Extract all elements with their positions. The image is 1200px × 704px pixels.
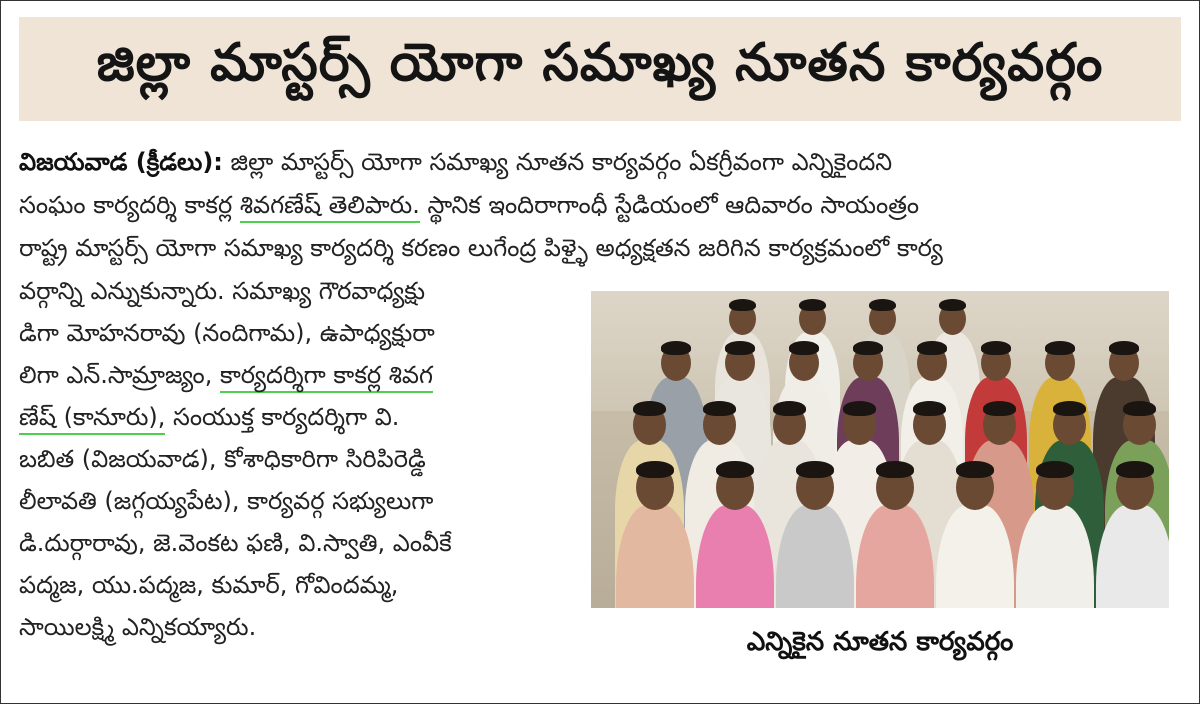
person-hair [869,299,896,311]
column-line: డి.దుర్గారావు, జె.వెంకట ఫణి, వి.స్వాతి, ఎంవీకే [19,529,452,557]
photo-person [931,461,1019,608]
headline-band [19,17,1181,121]
column-line [19,396,565,438]
person-hair [1045,341,1075,355]
column-line: లీలావతి (జగ్గయ్యపేట), కార్యవర్గ సభ్యులుగా [19,487,434,515]
person-hair [983,401,1016,416]
article-line-2 [19,184,1181,227]
person-body [1016,505,1094,609]
article-line-2-b: స్థానిక ఇందిరాగాంధీ స్టేడియంలో ఆదివారం సాయంత్రం [419,191,920,219]
person-hair [1123,401,1156,416]
person-hair [716,461,754,478]
photo-caption: ఎన్నికైన నూతన కార్యవర్గం [746,627,1014,657]
person-hair [876,461,914,478]
column-line [19,354,565,396]
article-intro [19,141,1181,270]
column-line-3-a: లిగా ఎన్.సామ్రాజ్యం, [19,361,213,389]
headline: జిల్లా మాస్టర్స్ యోగా సమాఖ్య నూతన కార్యవర్గం [96,32,1104,93]
person-hair [843,401,876,416]
article-line-1 [19,141,1181,184]
article-line-1-text: జిల్లా మాస్టర్స్ యోగా సమాఖ్య నూతన కార్యవర్గం ఏకగ్రీవంగా ఎన్నికైందని [222,148,893,176]
person-hair [789,341,819,355]
article-column [19,270,565,648]
dateline: విజయవాడ (క్రీడలు): [19,148,223,176]
group-photo [591,291,1169,608]
person-hair [773,401,806,416]
column-line: డిగా మోహనరావు (నందిగామ), ఉపాధ్యక్షురా [19,319,435,347]
column-line: సాయిలక్ష్మి ఎన్నికయ్యారు. [19,613,257,641]
person-hair [853,341,883,355]
column-line-4-rest: సంయుక్త కార్యదర్శిగా వి. [165,403,400,431]
article-line-3: రాష్ట్ర మాస్టర్స్ యోగా సమాఖ్య కార్యదర్శి కరణం లుగేంద్ర పిళ్ళై అధ్యక్షతన జరిగిన కార్యక్రమంలో కార్య [19,234,943,262]
person-hair [913,401,946,416]
person-body [616,505,694,609]
person-hair [1036,461,1074,478]
photo-person [691,461,779,608]
column-line: వర్గాన్ని ఎన్నుకున్నారు. సమాఖ్య గౌరవాధ్యక్షు [19,277,426,305]
person-hair [799,299,826,311]
photo-person [851,461,939,608]
person-hair [1109,341,1139,355]
person-hair [725,341,755,355]
highlighted-name: శివగణేష్ తెలిపారు. [240,191,420,223]
person-body [856,505,934,609]
person-hair [939,299,966,311]
photo-person [771,461,859,608]
person-body [776,505,854,609]
person-hair [661,341,691,355]
photo-person [1011,461,1099,608]
photo-person [1091,461,1169,608]
person-body [696,505,774,609]
column-line: బబిత (విజయవాడ), కోశాధికారిగా సిరిపిరెడ్డి [19,445,426,473]
person-hair [633,401,666,416]
person-hair [917,341,947,355]
person-hair [956,461,994,478]
photo-person [611,461,699,608]
person-hair [636,461,674,478]
person-hair [796,461,834,478]
person-body [1096,505,1169,609]
highlighted-secretary-cont: ణేష్ (కానూరు), [19,403,165,435]
person-body [936,505,1014,609]
person-hair [1116,461,1154,478]
person-hair [703,401,736,416]
person-hair [729,299,756,311]
highlighted-secretary: కార్యదర్శిగా కాకర్ల శివగ [220,361,433,393]
person-hair [981,341,1011,355]
article-line-2-a: సంఘం కార్యదర్శి కాకర్ల [19,191,240,219]
column-line: పద్మజ, యు.పద్మజ, కుమార్, గోవిందమ్మ, [19,571,399,599]
person-hair [1053,401,1086,416]
